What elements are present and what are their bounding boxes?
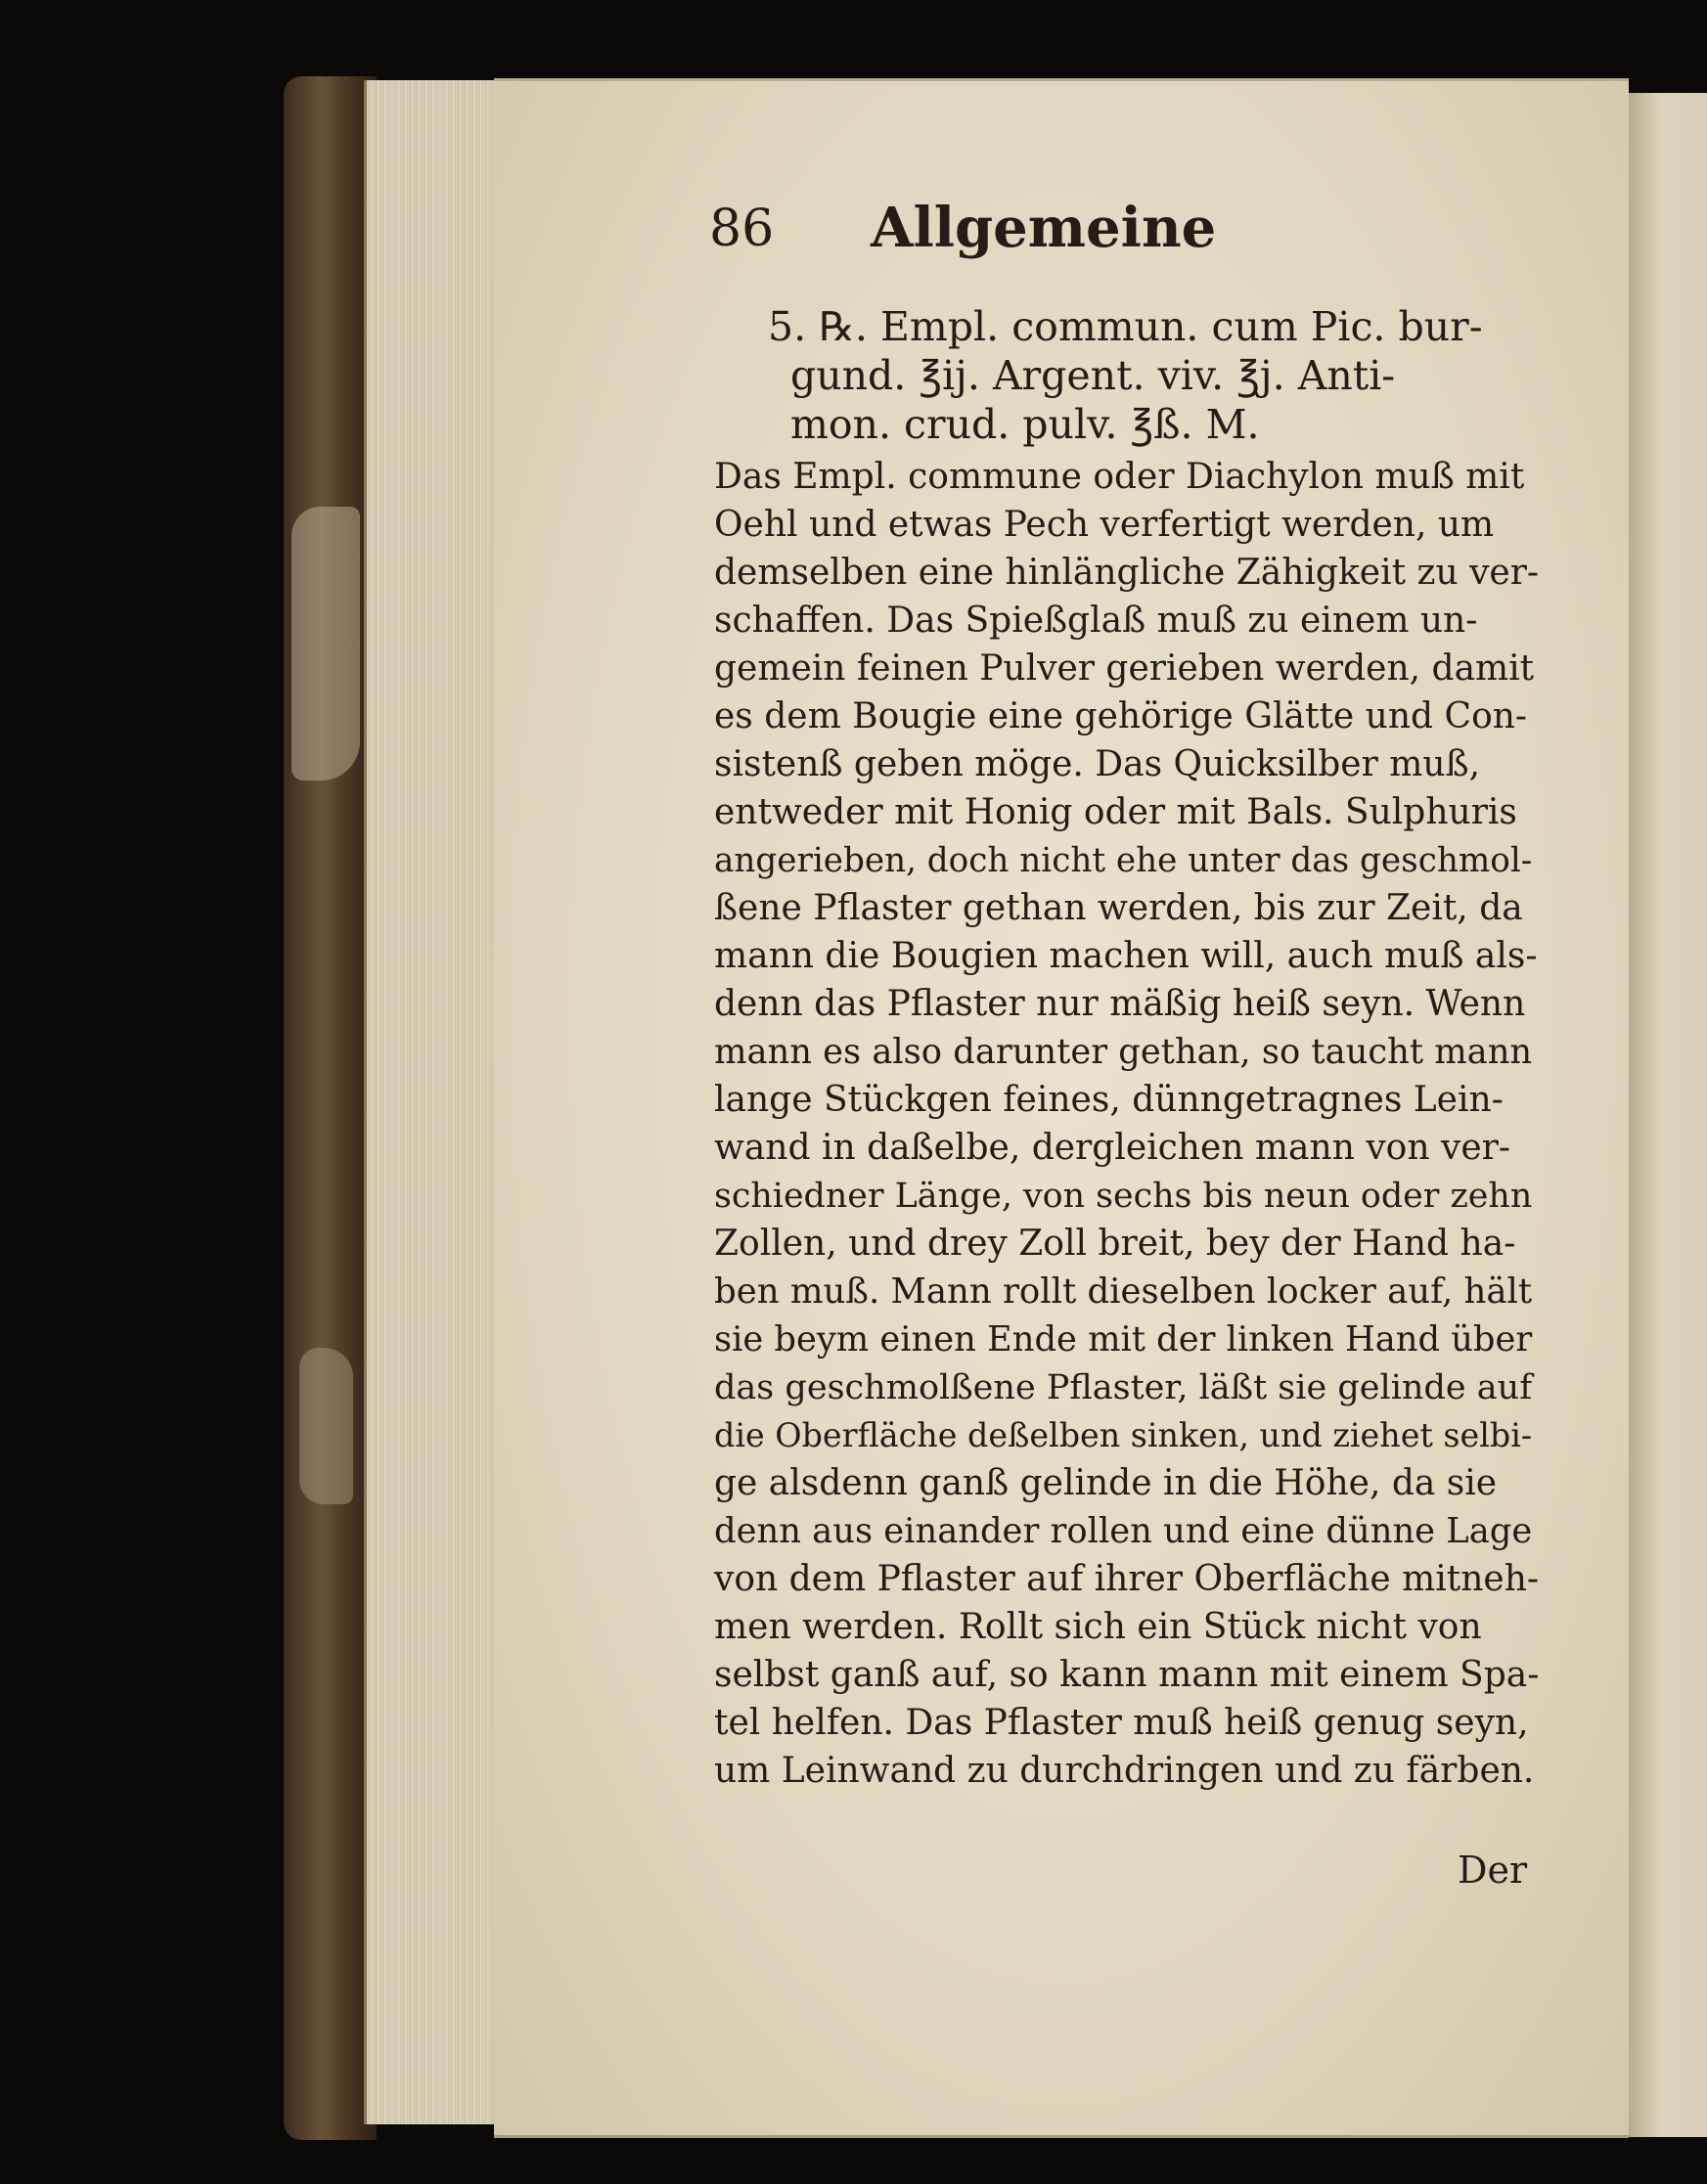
text-line: entweder mit Honig oder mit Bals. Sulphuris xyxy=(714,792,1517,832)
text-line: denn aus einander rollen und eine dünne Lage xyxy=(714,1511,1533,1551)
facing-page-edge xyxy=(1629,93,1707,2137)
running-head: Allgemeine xyxy=(871,196,1217,260)
text-line: gund. ℥ij. Argent. viv. ℥j. Anti- xyxy=(790,352,1396,399)
page-header xyxy=(709,196,1257,274)
text-line: men werden. Rollt sich ein Stück nicht von xyxy=(714,1607,1482,1647)
catchword: Der xyxy=(1458,1849,1528,1892)
text-line: von dem Pflaster auf ihrer Oberfläche mitneh- xyxy=(714,1559,1540,1599)
page-block-edges xyxy=(364,80,499,2124)
text-line: wand in daßelbe, dergleichen mann von ver- xyxy=(714,1128,1510,1168)
text-line: um Leinwand zu durchdringen und zu färben. xyxy=(714,1751,1535,1791)
text-line: selbst ganß auf, so kann mann mit einem Spa- xyxy=(714,1655,1540,1695)
text-line: sie beym einen Ende mit der linken Hand über xyxy=(714,1319,1533,1359)
text-line: angerieben, doch nicht ehe unter das geschmol- xyxy=(714,841,1533,880)
text-line: denn das Pflaster nur mäßig heiß seyn. Wenn xyxy=(714,984,1526,1024)
text-line: ge alsdenn ganß gelinde in die Höhe, da sie xyxy=(714,1463,1498,1503)
text-line: sistenß geben möge. Das Quicksilber muß, xyxy=(714,744,1481,784)
text-line: demselben eine hinlängliche Zähigkeit zu ver- xyxy=(714,553,1540,593)
text-line: mon. crud. pulv. ℥ß. M. xyxy=(790,401,1260,448)
text-line: schiedner Länge, von sechs bis neun oder zehn xyxy=(714,1177,1533,1216)
book-cover-edge xyxy=(284,76,377,2140)
text-line: schaffen. Das Spießglaß muß zu einem un- xyxy=(714,601,1478,641)
text-line: lange Stückgen feines, dünngetragnes Lein- xyxy=(714,1080,1504,1120)
text-line: mann die Bougien machen will, auch muß als- xyxy=(714,936,1538,976)
cover-wear-patch xyxy=(292,507,360,780)
text-line: Zollen, und drey Zoll breit, bey der Hand ha- xyxy=(714,1224,1516,1264)
cover-wear-patch xyxy=(299,1348,353,1504)
text-line: 5. ℞. Empl. commun. cum Pic. bur- xyxy=(768,303,1483,350)
text-line: Oehl und etwas Pech verfertigt werden, um xyxy=(714,505,1495,545)
text-line: ben muß. Mann rollt dieselben locker auf, hält xyxy=(714,1271,1533,1312)
text-line: ßene Pflaster gethan werden, bis zur Zeit, da xyxy=(714,888,1523,928)
text-line: Das Empl. commune oder Diachylon muß mit xyxy=(714,457,1525,497)
text-line: tel helfen. Das Pflaster muß heiß genug seyn, xyxy=(714,1703,1529,1743)
text-line: das geschmolßene Pflaster, läßt sie gelinde auf xyxy=(714,1367,1533,1407)
text-line: gemein feinen Pulver gerieben werden, damit xyxy=(714,648,1535,689)
text-line: die Oberfläche deßelben sinken, und ziehet selbi- xyxy=(714,1416,1533,1454)
text-line: mann es also darunter gethan, so taucht mann xyxy=(714,1032,1533,1072)
page-number: 86 xyxy=(709,200,775,258)
text-line: es dem Bougie eine gehörige Glätte und Con- xyxy=(714,696,1528,736)
